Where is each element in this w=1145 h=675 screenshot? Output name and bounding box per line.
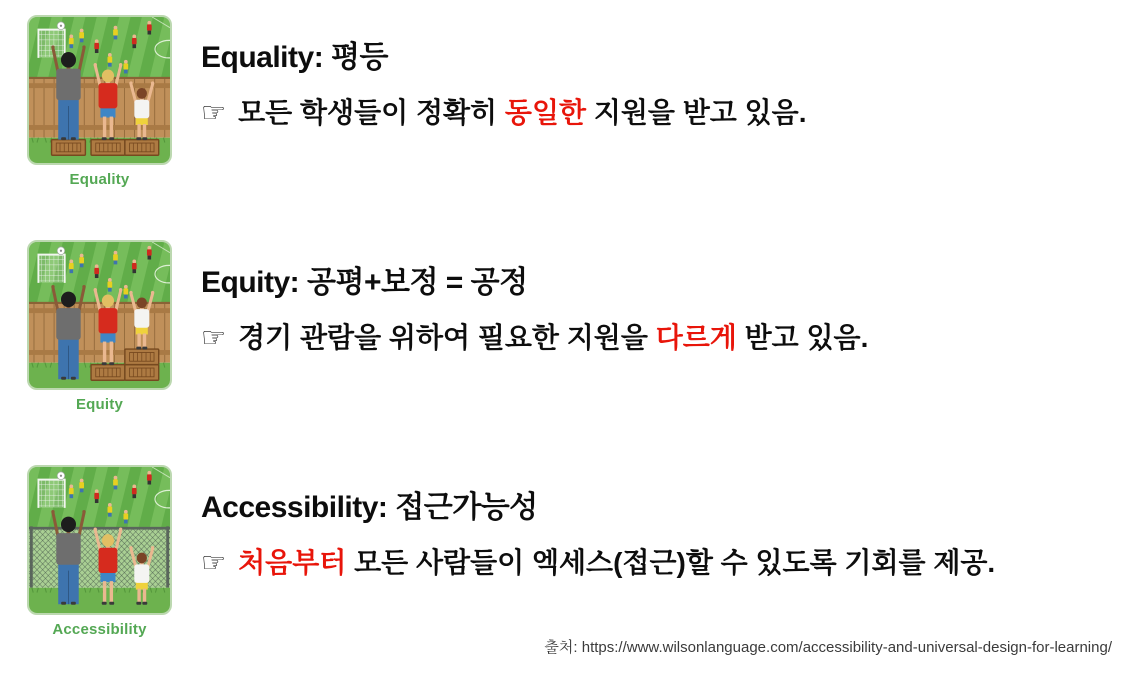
source-label: 출처: <box>544 639 582 656</box>
highlighted-text: 다르게 <box>655 322 737 353</box>
definition-text-equality <box>238 97 806 128</box>
source-note <box>544 636 1112 657</box>
illustration-card-equality <box>27 15 172 165</box>
body-text: 경기 관람을 위하여 필요한 지원을 <box>238 322 656 353</box>
pointing-finger-icon: ☞ <box>201 97 227 128</box>
illustration-card-equity <box>27 240 172 390</box>
accessibility-fence-illustration <box>29 467 170 613</box>
equality-fence-illustration <box>29 17 170 163</box>
definition-line-equality <box>201 95 807 131</box>
heading-equity: Equity: 공평+보정 = 공정 <box>201 266 528 299</box>
highlighted-text: 처음부터 <box>238 547 347 578</box>
row-equality <box>0 15 1145 225</box>
definition-line-equity <box>201 320 868 356</box>
body-text: 모든 사람들이 엑세스(접근)할 수 있도록 기회를 제공. <box>346 547 996 578</box>
pointing-finger-icon: ☞ <box>201 322 227 353</box>
body-text: 지원을 받고 있음. <box>586 97 807 128</box>
equity-fence-illustration <box>29 242 170 388</box>
body-text: 받고 있음. <box>736 322 869 353</box>
definition-line-accessibility <box>201 545 995 581</box>
definition-text-accessibility <box>238 547 995 578</box>
illustration-caption-equity: Equity <box>75 396 124 413</box>
pointing-finger-icon: ☞ <box>201 547 227 578</box>
heading-equality: Equality: 평등 <box>201 41 388 74</box>
illustration-card-accessibility <box>27 465 172 615</box>
highlighted-text: 동일한 <box>504 97 587 128</box>
heading-accessibility: Accessibility: 접근가능성 <box>201 491 538 524</box>
source-url: https://www.wilsonlanguage.com/accessibility-and-universal-design-for-learning/ <box>581 639 1112 656</box>
row-equity <box>0 240 1145 450</box>
body-text: 모든 학생들이 정확히 <box>238 97 505 128</box>
illustration-caption-accessibility: Accessibility <box>52 621 147 638</box>
illustration-caption-equality: Equality <box>69 171 130 188</box>
definition-text-equity <box>238 322 868 353</box>
